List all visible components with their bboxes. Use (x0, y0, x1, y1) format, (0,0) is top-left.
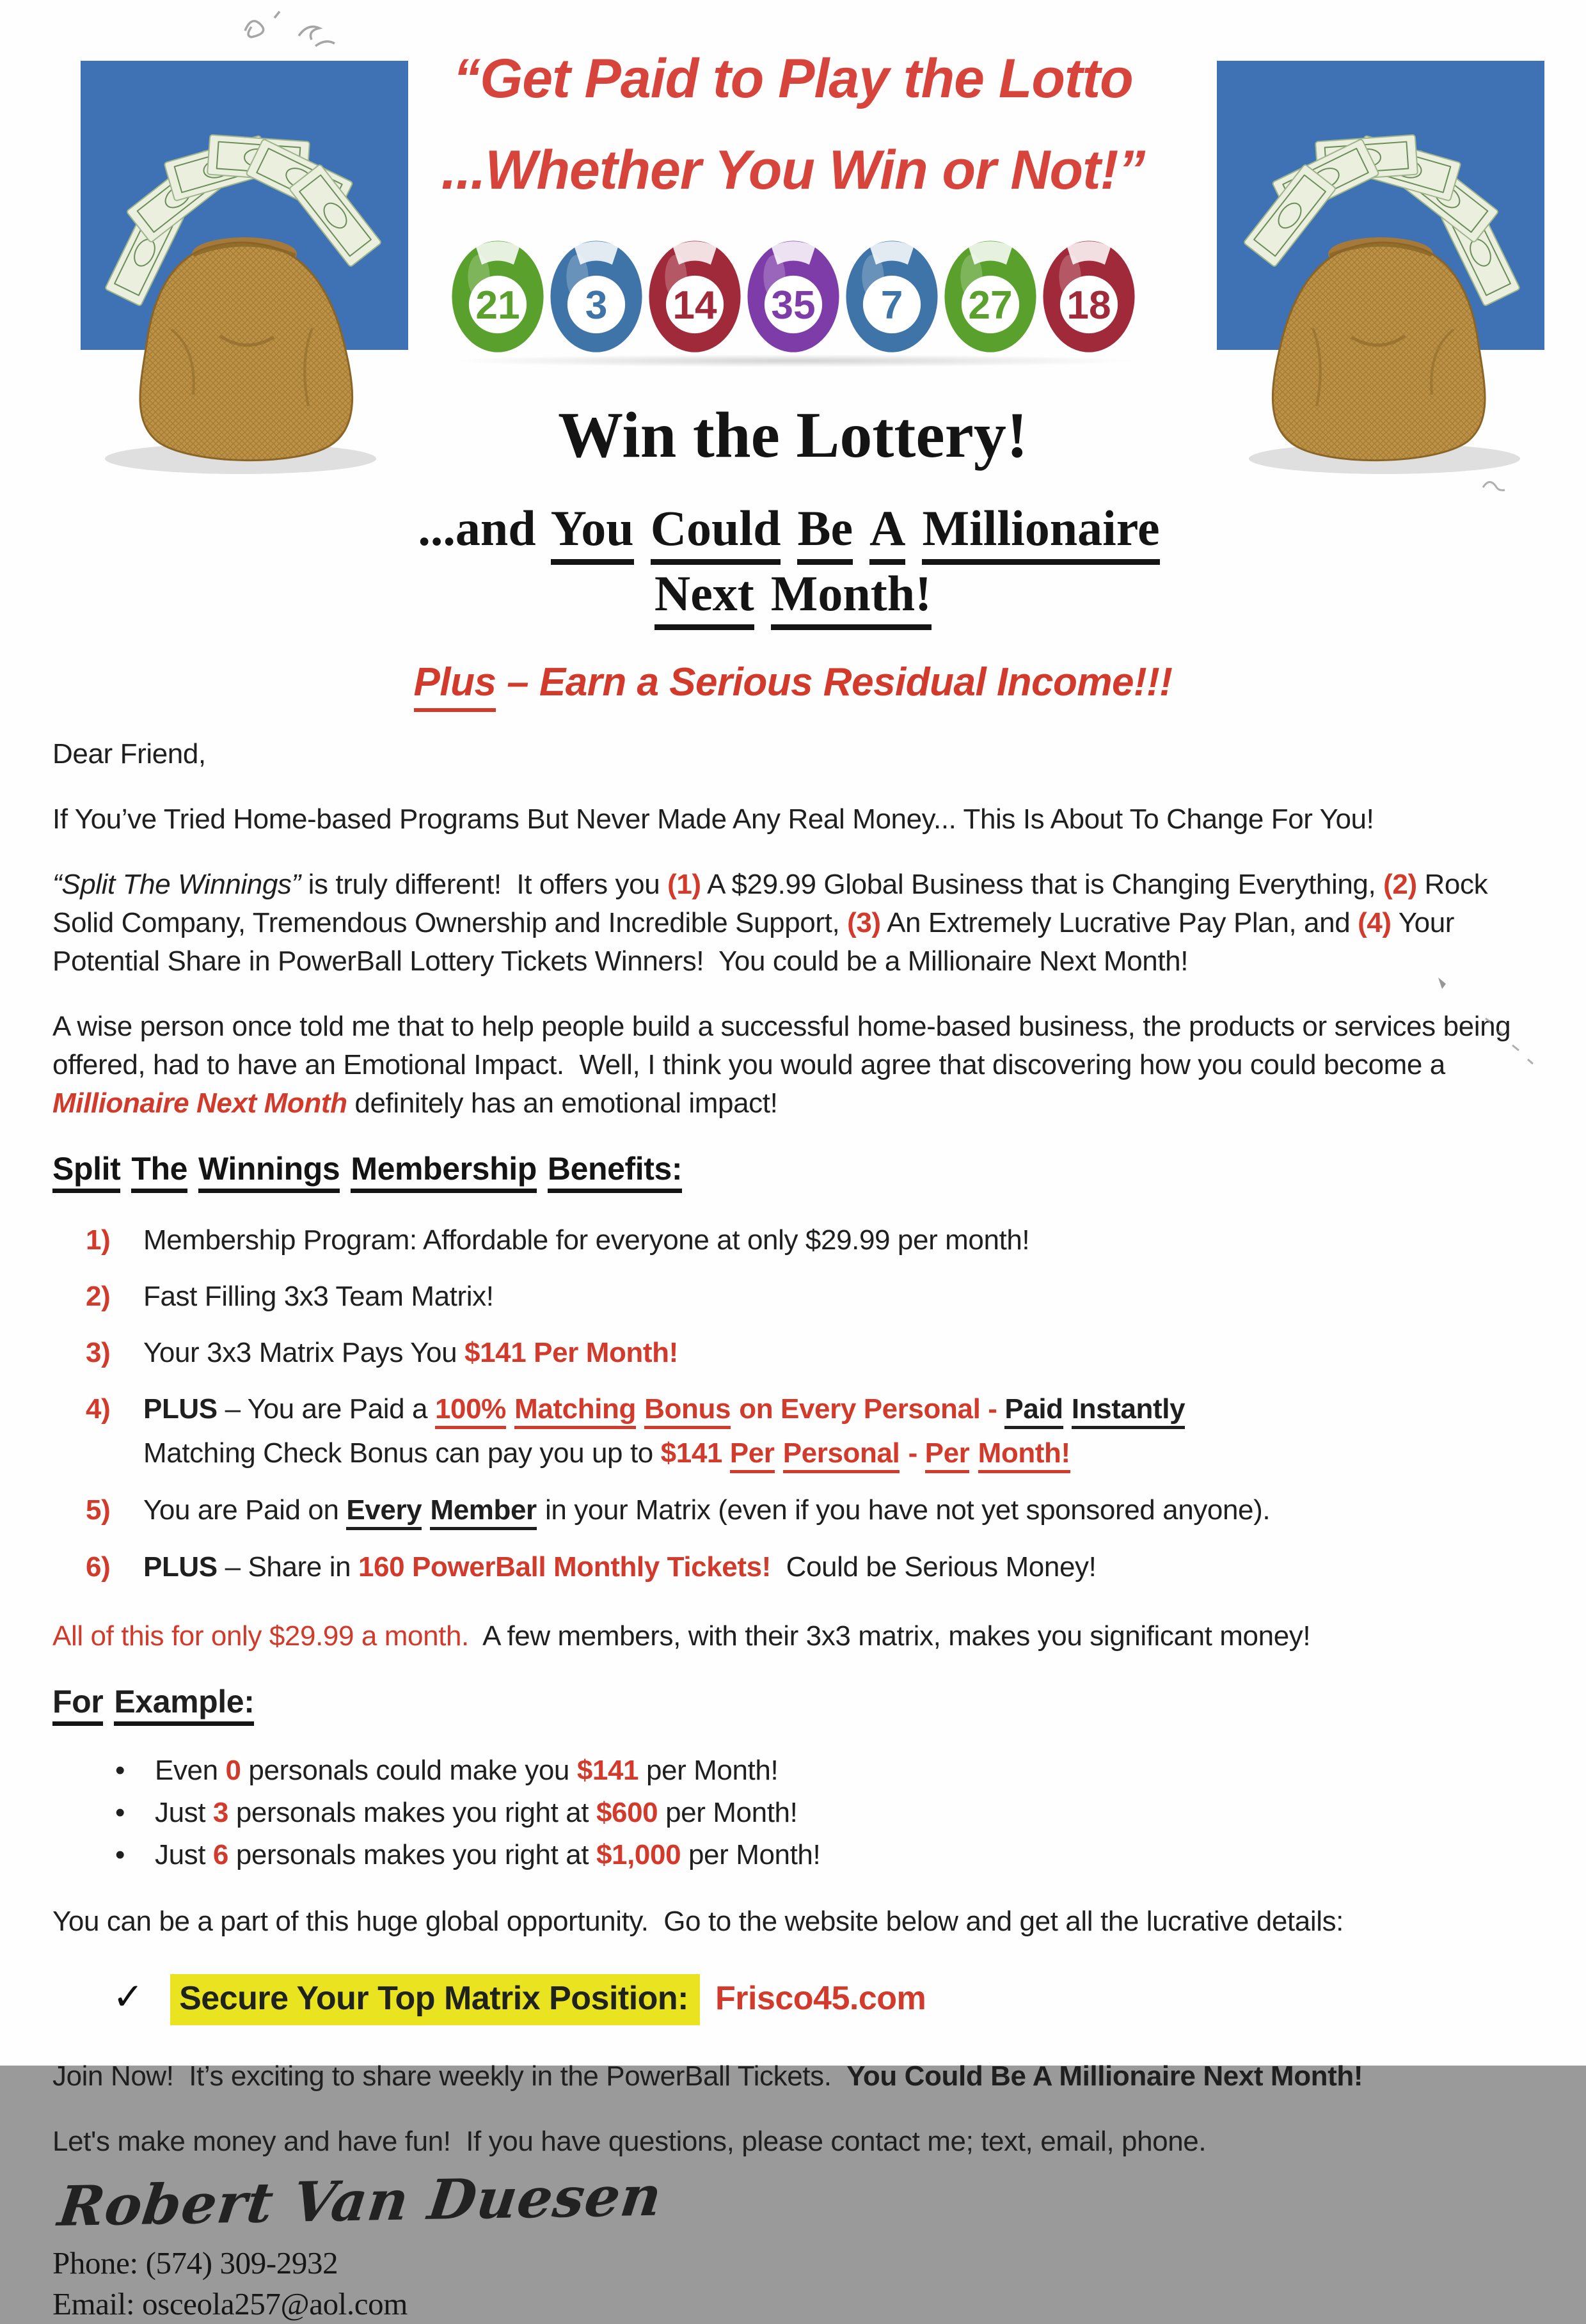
lottery-ball (448, 233, 548, 358)
list-item: 5) You are Paid on Every Member in your Matrix (even if you have not yet sponsored anyone). (86, 1491, 1534, 1530)
headline-block (387, 50, 1200, 712)
pencil-mark (1427, 960, 1567, 1075)
phone-line: Phone: (574) 309-2932 (52, 2245, 338, 2281)
headline-line-2: ...Whether You Win or Not!” (441, 139, 1145, 202)
lottery-ball (842, 233, 942, 358)
millionaire-prefix: ...and (418, 500, 536, 557)
list-item: • Just 3 personals makes you right at $600 per Month! (52, 1794, 1534, 1832)
price-summary-line: All of this for only $29.99 a month. A few members, with their 3x3 matrix, makes you significant money! (52, 1620, 1311, 1652)
svg-text:21: 21 (475, 283, 520, 328)
list-item: 1) Membership Program: Affordable for everyone at only $29.99 per month! (86, 1224, 1030, 1256)
checkmark-icon: ✓ (113, 1975, 144, 2018)
closing-line: Let's make money and have fun! If you have questions, please contact me; text, email, phone. (52, 2125, 1207, 2157)
list-item: 2) Fast Filling 3x3 Team Matrix! (86, 1280, 494, 1312)
paragraph-offer: “Split The Winnings” is truly different! It offers you (1) A $29.99 Global Business that is Changing Everything, (2) Rock Solid Company, Tremendous Ownership and Incredible Support, (3) An Extremely Lucrative Pay Plan, and (4) Your Potential Share in PowerBall Lottery Tickets Winners! You could be a Millionaire Next Month! (52, 869, 1496, 977)
email-line: Email: osceola257@aol.com (52, 2286, 408, 2321)
list-item: • Even 0 personals could make you $141 per Month! (52, 1751, 1534, 1790)
svg-text:7: 7 (880, 283, 903, 328)
bullet-icon (115, 1836, 155, 1874)
opportunity-line: You can be a part of this huge global opportunity. Go to the website below and get all the lucrative details: (52, 1905, 1344, 1937)
list-item: 4) PLUS – You are Paid a 100% Matching Bonus on Every Personal - Paid Instantly Matching Check Bonus can pay you up to $141 Per Personal - Per Month! (86, 1390, 1534, 1474)
highlighted-cta-text: Secure Your Top Matrix Position: (170, 1974, 700, 2025)
residual-income-subheading: Plus – Earn a Serious Residual Income!!! (387, 660, 1200, 712)
svg-text:18: 18 (1066, 283, 1111, 328)
lottery-balls-image (422, 233, 1164, 358)
bullet-icon (115, 1794, 155, 1832)
svg-text:27: 27 (967, 283, 1013, 328)
paragraph-emotional-impact: A wise person once told me that to help people build a successful home-based business, the products or services being offered, had to have an Emotional Impact. Well, I think you would agree that discovering how you could become a Millionaire Next Month definitely has an emotional impact! (52, 1011, 1519, 1119)
benefits-heading: Split The Winnings Membership Benefits: (52, 1150, 1534, 1193)
call-to-action-line (113, 1974, 1534, 2025)
lottery-ball (1039, 233, 1139, 358)
money-bag-photo (1217, 61, 1544, 484)
headline-line-1: “Get Paid to Play the Lotto (453, 48, 1133, 109)
benefits-list (52, 1221, 1534, 1587)
salutation: Dear Friend, (52, 738, 206, 770)
example-heading: For Example: (52, 1682, 1534, 1726)
svg-text:3: 3 (585, 283, 607, 328)
example-list (52, 1751, 1534, 1874)
millionaire-heading: ...and You Could Be A MillionaireNext Month! (387, 500, 1200, 630)
website-url: Frisco45.com (715, 1979, 926, 2017)
letter-body (0, 712, 1586, 2324)
money-bag-photo (81, 61, 408, 484)
svg-text:35: 35 (770, 283, 816, 328)
list-item: • Just 6 personals makes you right at $1,000 per Month! (52, 1836, 1534, 1874)
signature: Robert Van Duesen (54, 2163, 666, 2239)
lottery-ball (743, 233, 843, 358)
paragraph-intro: If You’ve Tried Home-based Programs But Never Made Any Real Money... This Is About To Change For You! (52, 803, 1374, 835)
lottery-ball (546, 233, 646, 358)
svg-text:14: 14 (672, 283, 717, 328)
win-heading: Win the Lottery! (558, 399, 1028, 472)
lottery-ball (645, 233, 745, 358)
list-item: 3) Your 3x3 Matrix Pays You $141 Per Month! (86, 1336, 678, 1368)
list-item: 6) PLUS – Share in 160 PowerBall Monthly Tickets! Could be Serious Money! (86, 1551, 1097, 1583)
contact-block (52, 2243, 1534, 2324)
join-now-line: Join Now! It’s exciting to share weekly in the PowerBall Tickets. You Could Be A Millionaire Next Month! (52, 2060, 1363, 2092)
lottery-ball (940, 233, 1040, 358)
bullet-icon (115, 1751, 155, 1790)
header (0, 0, 1586, 712)
